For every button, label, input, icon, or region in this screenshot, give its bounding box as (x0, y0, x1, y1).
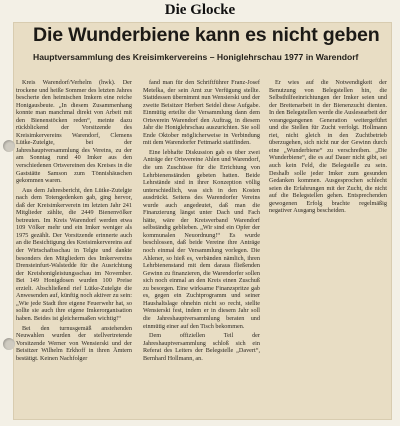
column-2-paragraph: Dem offiziellen Teil der Jahreshauptversammlung schloß sich ein Referat des Leiters der Belegstelle „Davert“, Bernhard Hollmann, an. (143, 332, 260, 362)
article-column-3 (269, 79, 387, 284)
punch-hole (3, 140, 15, 152)
punch-hole (3, 338, 15, 350)
newspaper-clipping (13, 22, 392, 420)
article-subheadline: Hauptversammlung des Kreisimkervereins – Honiglehrschau 1977 in Warendorf (33, 52, 359, 62)
article-column-2 (143, 79, 260, 417)
column-3-paragraph: Er wies auf die Notwendigkeit der Benutzung von Belegstellen hin, die Selbsthilfeeinrichtungen der Imker seien und der Breitenarbeit in der Bienenzucht dienten. In den Belegstellen werde die Auslesearbeit der vorangegangenen Generation weitergeführt und die Stellen für Zucht verfolgt. Hollmann riet, nicht gleich in den Zuchtbetrieb überzugehen, sich nicht nur der Gewinn durch eine „Wunderbiene“ zu verschreiben. „Die Wunderbiene“, die es auf Dauer nicht gibt, sei auch kein Feld, die Belegstelle zu sein. Deshalb solle jeder Imker zum gesunden Gedanken kommen. Ausgesprochen schlecht seien die Erfahrungen mit der Zucht, die nicht auf die Belegstellen gehen. Entsprechenden gewogenen Erfolg brachte regelmäßig negativer Ausgang bescheiden. (269, 79, 387, 215)
column-1-paragraph: Kreis Warendorf/Verhelm (hwk). Der trockene und heiße Sommer des letzten Jahres bescherte den heimischen Imkern eine reiche Honigausbeute. „In diesem Zusammenhang konnte man manchmal direkt von Arbeit mit den Bienenstöcken reden“, meinte dazu rückblickend der Vorsitzende des Kreisimkervereins Warendorf, Clemens Lütke-Zutelgte, bei der Jahreshauptversammlung des Vereins, zu der am Sonntag rund 40 Imker aus den verschiedenen Ortsvereinen des Kreises in die Gaststätte Samson zum Tönnishäuschen gekommen waren. (16, 79, 132, 185)
column-1-paragraph: Bei den turnusgemäß anstehenden Neuwahlen wurden der stellvertretende Vorsitzende Werner von Wensierski und der Beisitzer Wilhelm Erkhoff in ihren Ämtern bestätigt. Keinen Nachfolger (16, 324, 132, 362)
article-column-1 (16, 79, 132, 417)
article-headline: Die Wunderbiene kann es nicht geben (33, 24, 380, 46)
column-2-paragraph: fand man für den Schriftführer Franz-Josef Metelka, der sein Amt zur Verfügung stellte. Stattdessen übernimmt nun Wensierski und der zweite Beisitzer Herbert Seidel diese Aufgabe. Einmütig erteilte die Versammlung dann dem Ortsverein Warendorf den Auftrag, in diesem Jahr die Honiglehrschau auszurichten. Sie soll Ende Oktober möglicherweise in Verbindung mit dem Warendorfer Fettmarkt stattfinden. (143, 79, 260, 147)
column-2-paragraph: Eine lebhafte Diskussion gab es über zwei Anträge der Ortsvereine Ahlen und Warendorf, die um Zuschüsse für die Errichtung von Lehrbienenständen gebeten hatten. Beide Lehrstände sind in ihrer Konzeption völlig unterschiedlich, was sich in den Kosten ausdrückt. Seitens des Warendorfer Vereins wurde auch angedeutet, daß man die Finanzierung längst unter Dach und Fach hätte, wäre der Kreisverband Warendorf selbständig geblieben. „Wir sind ein Opfer der kommunalen Neuordnung!“ Es wurde beschlossen, daß beide Vereine ihre Anträge noch einmal der Versammlung vorlegen. Die Ahlener, so hieß es, verbänden nämlich, ihren Lehrbienenstand mit dem daraus fließenden Gewinn zu finanzieren, die Warendorfer sollen sich noch einmal an den Kreis einen Zuschuß zu besorgen. Eine wirksame Finanzspritze gab es, gegen ein Zuchtprogramm und seiner Haushaltslage ohnehin nicht so recht, stellte Wensierski fest, indem er in diesem Jahr soll die Jahreshauptversammlung beraten und einmütig einer auf den Tisch bekommen. (143, 148, 260, 330)
column-1-paragraph: Aus dem Jahresbericht, den Lütke-Zutelgte nach dem Totengedenken gab, ging hervor, daß der Kreisimkerverein im letzten Jahr 241 Mitglieder zählte, die 2449 Bienenvölker betreuten. Im Kreis Warendorf werden etwa 109 Völker mehr und ein Imker weniger als 1975 gezählt. Der Vorsitzende erinnerte auch an die Besichtigung des Kreisimkervereins auf der Wirtschaftsschau in Telgte und dankte besonders den Mitgliedern des Imkervereins Drensteinfurt-Walstedde für die Ausrichtung der Kreishonigleistungsschau im November. Bei 149 Honigdosen wurden 100 Preise erzielt. Abschließend rief Lütke-Zutelgte die Anwesenden auf, künftig noch aktiver zu sein: „Wie jede Stadt ihre eigene Feuerwehr hat, so sollte sie auch ihre eigene Imkerorganisation haben. Beides ist gleichermaßen wichtig!“ (16, 186, 132, 322)
newspaper-source-label: Die Glocke (164, 2, 236, 18)
